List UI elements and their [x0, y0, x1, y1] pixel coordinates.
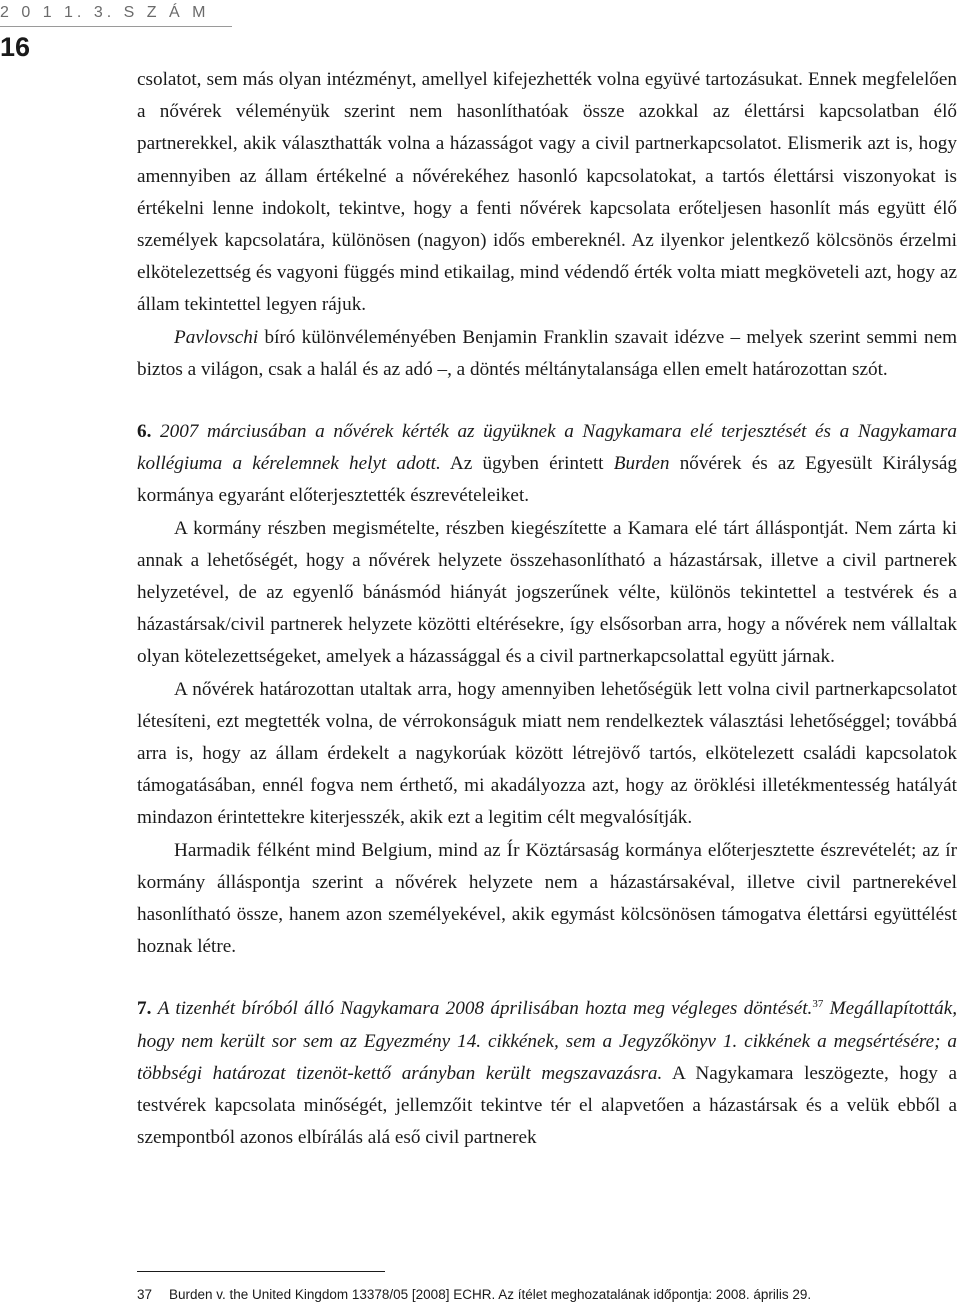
section-lead: Megállapították, hogy nem került sor sem az Egyezmény 14. cikkének, sem a [137, 998, 958, 1052]
footnote-text: Burden v. the United Kingdom 13378/05 [2008] ECHR. Az ítélet meghozatalának időpontja: 2008. április 29. [169, 1287, 812, 1302]
paragraph: Harmadik félként mind Belgium, mind az Ír Köztársaság kormánya előterjesztette észrevételét; az ír kormány álláspontja szerint a nővérek helyzete nem a házastársakéval, illetve civil partnerekével hasonlítható össze, hanem azon személyekével, akik egymást kölcsönösen támogatva élettársi együttélést hoznak létre. [137, 839, 957, 958]
judge-name: Pavlovschi [174, 326, 259, 348]
paragraph: csolatot, sem más olyan intézményt, amellyel kifejezhették volna együvé tartozásukat. Ennek megfelelően a nővérek véleményük szerint nem hasonlíthatóak össze azokkal az élettársi kapcsolatban élő partnerekkel, akik választhatták volna a házasságot vagy a civil partnerkapcsolatot. Elismerik azt is, hogy amennyiben az állam értékelné a nővérekéhez hasonló kapcsolatokat, a tartós élettársi viszonyokat is értékelni lenne indokolt, tekintve, hogy a fenti nővérek kapcsolata erőteljesen hasonlít más együtt élő személyek kapcsolatára, különösen (nagyon) idős embereknél. Az ilyenkor jelentkező kölcsönös érzelmi elkötelezettség és vagyoni függés mind etikailag, mind védendő érték volta miatt megköveteli azt, hogy az állam tekintettel legyen rájuk. [137, 69, 957, 316]
footnote-number: 37 [137, 1287, 153, 1302]
paragraph-text: Az ügyben érintett [449, 453, 604, 475]
section-number: 6. [137, 421, 152, 443]
footnote [137, 1287, 957, 1302]
applicant-name: Burden [613, 453, 670, 475]
section-lead: A tizenhét bíróból álló Nagykamara 2008 áprilisában hozta meg végleges döntését. [157, 998, 813, 1020]
section-number: 7. [137, 998, 152, 1020]
footnote-reference[interactable]: 37 [812, 998, 824, 1011]
article-body [137, 64, 957, 1155]
footnote-divider [137, 1271, 385, 1272]
paragraph-text: nővérek és az Egyesült Királyság kormánya egyaránt előterjesztették észrevételeiket. [137, 453, 958, 507]
paragraph [137, 322, 957, 386]
section-6 [137, 416, 957, 513]
journal-issue-label: 2 0 1 1. 3. S Z Á M [0, 0, 232, 27]
section-lead: 2007 márciusában a nővérek kérték az ügyüknek a Nagykamara elé terjesztését és a Nagykamara kollégiuma a kérelemnek helyt adott. [137, 421, 957, 475]
section-7 [137, 993, 957, 1154]
section-lead: cikkének a megsértésére; a többségi határozat tizenöt-kettő arányban került megszavazásra. [137, 1030, 958, 1084]
page-number: 16 [0, 32, 31, 62]
paragraph-text: bíró különvéleményében Benjamin Franklin szavait idézve – melyek szerint semmi nem biztos a világon, csak a halál és az adó –, a döntés méltánytalansága ellen emelt határozottan szót. [137, 326, 958, 380]
paragraph: A nővérek határozottan utaltak arra, hogy amennyiben lehetőségük lett volna civil partnerkapcsolatot létesíteni, ezt megtették volna, de vérrokonságuk miatt nem rendelkeztek választási lehetőséggel; továbbá arra is, hogy az állam érdekelt a nagykorúak között létrejövő tartós, elkötelezett családi kapcsolatok támogatásában, ennél fogva nem érthető, mi akadályozza azt, hogy az öröklési illetékmentesség hatályát mindazon érintettekre kiterjesszék, akik ezt a legitim célt megvalósítják. [137, 678, 957, 829]
paragraph-text: A Nagykamara leszögezte, hogy a testvérek kapcsolata minőségét, jellemzőit tekintve tér el alapvetően a házastársak és a velük ebből a szempontból azonos elbírálás alá eső civil partnerek [137, 1062, 957, 1149]
paragraph: A kormány részben megismételte, részben kiegészítette a Kamara elé tárt álláspontját. Nem zárta ki annak a lehetőségét, hogy a nővérek helyzete összehasonlítható a házastársak, illetve a civil partnerek helyzetével, de az egyenlő bánásmód hiányát jogszerűnek vélte, különös tekintettel a testvérek és a házastársak/civil partnerek helyzete közötti eltérésekre, így elsősorban arra, hogy a nővérek nem vállaltak olyan kötelezettségeket, amelyek a házassággal és a civil partnerkapcsolattal együtt járnak. [137, 517, 957, 668]
protocol-reference: Jegyzőkönyv 1. [619, 1030, 738, 1052]
